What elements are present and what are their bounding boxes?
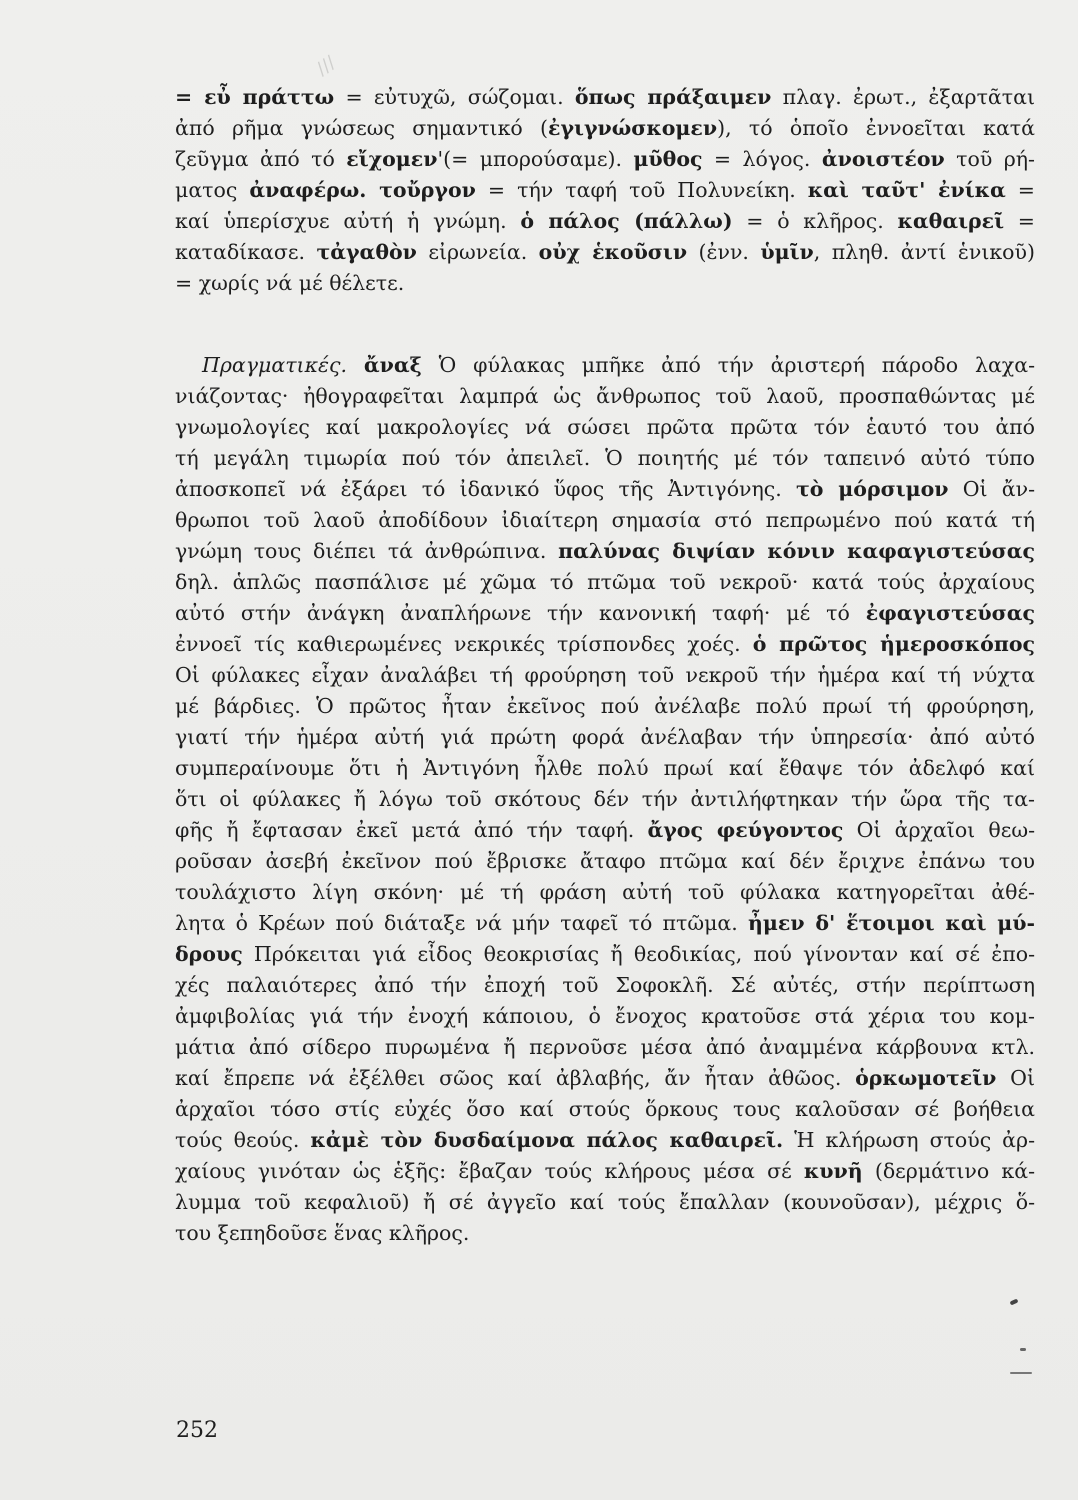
lemma-term: ἦμεν δ' ἕτοιμοι καὶ μύ- xyxy=(747,911,1035,935)
text-run: τή μεγάλη τιμωρία πού τόν ἀπειλεῖ. Ὁ ποιητής μέ τόν ταπεινό αὐτό τύπο xyxy=(175,446,1035,470)
lemma-term: ὑμῖν xyxy=(760,240,814,264)
section-heading: Πραγματικές. xyxy=(202,353,348,377)
lemma-term: οὐχ ἑκοῦσιν xyxy=(538,240,688,264)
text-line xyxy=(175,939,1035,970)
text-run: = xyxy=(1005,178,1035,202)
text-run: καταδίκασε. xyxy=(175,240,317,264)
text-run: (ἐνν. xyxy=(687,240,761,264)
commentary-paragraph-2 xyxy=(175,350,1035,1249)
lemma-term: τὸ μόρσιμον xyxy=(795,477,949,501)
text-line xyxy=(175,1187,1035,1218)
lemma-term: τἀγαθὸν xyxy=(316,240,417,264)
text-run: Πρόκειται γιά εἶδος θεοκρισίας ἤ θεοδικίας, πού γίνονταν καί σέ ἐπο- xyxy=(242,942,1035,966)
text-line xyxy=(175,536,1035,567)
text-run: Οἱ ἄν- xyxy=(948,477,1035,501)
text-run: ζεῦγμα ἀπό τό xyxy=(175,147,347,171)
text-line xyxy=(175,660,1035,691)
text-run: μάτια ἀπό σίδερο πυρωμένα ἤ περνοῦσε μέσα ἀπό ἀναμμένα κάρβουνα κτλ. xyxy=(175,1035,1035,1059)
page-number: 252 xyxy=(176,1418,218,1443)
text-run: ἀπό ρῆμα γνώσεως σημαντικό ( xyxy=(175,116,549,140)
lemma-term: εἴχομεν xyxy=(346,147,438,171)
text-run: λητα ὁ Κρέων πού διάταξε νά μήν ταφεῖ τό πτῶμα. xyxy=(175,911,748,935)
text-line xyxy=(175,815,1035,846)
text-run: τουλάχιστο λίγη σκόνη· μέ τή φράση αὐτή τοῦ φύλακα κατηγορεῖται ἀθέ- xyxy=(175,880,1035,904)
text-line xyxy=(175,1001,1035,1032)
text-run: = τήν ταφή τοῦ Πολυνείκη. xyxy=(475,178,808,202)
lemma-term: ὅπως πράξαιμεν xyxy=(574,85,772,109)
text-line xyxy=(175,877,1035,908)
text-line xyxy=(175,1094,1035,1125)
text-line xyxy=(175,567,1035,598)
text-run: θρωποι τοῦ λαοῦ ἀποδίδουν ἰδιαίτερη σημασία στό πεπρωμένο πού κατά τή xyxy=(175,508,1035,532)
lemma-term: ὁ πάλος (πάλλω) xyxy=(520,209,733,233)
lemma-term: καθαιρεῖ xyxy=(897,209,1005,233)
text-run: φῆς ἤ ἔφτασαν ἐκεῖ μετά ἀπό τήν ταφή. xyxy=(175,818,648,842)
text-run: εἰρωνεία. xyxy=(416,240,539,264)
text-run: = xyxy=(1004,209,1035,233)
text-line xyxy=(175,629,1035,660)
text-run: = χωρίς νά μέ θέλετε. xyxy=(175,271,405,295)
text-run: ματος xyxy=(175,178,250,202)
text-run: ἐννοεῖ τίς καθιερωμένες νεκρικές τρίσπονδες χοές. xyxy=(175,632,753,656)
text-run: Οἱ ἀρχαῖοι θεω- xyxy=(843,818,1035,842)
text-run: ), τό ὁποῖο ἐννοεῖται κατά xyxy=(717,116,1035,140)
text-line xyxy=(175,1156,1035,1187)
text-run: γνώμη τους διέπει τά ἀνθρώπινα. xyxy=(175,539,559,563)
text-run: '(= μπορούσαμε). xyxy=(437,147,634,171)
text-line xyxy=(175,381,1035,412)
lemma-term: ὁρκωμοτεῖν xyxy=(855,1066,997,1090)
lemma-term: ἄγος φεύγοντος xyxy=(647,818,844,842)
text-run xyxy=(347,353,364,377)
text-run: του ξεπηδοῦσε ἕνας κλῆρος. xyxy=(175,1221,470,1245)
commentary-paragraph-1 xyxy=(175,82,1035,299)
lemma-term: = εὖ πράττω xyxy=(175,85,335,109)
text-run: Ὁ φύλακας μπῆκε ἀπό τήν ἀριστερή πάροδο λαχα- xyxy=(421,353,1035,377)
text-line xyxy=(175,175,1035,206)
text-line xyxy=(175,598,1035,629)
text-run: συμπεραίνουμε ὅτι ἡ Ἀντιγόνη ἦλθε πολύ πρωί καί ἔθαψε τόν ἀδελφό καί xyxy=(175,756,1035,780)
text-run: Οἱ xyxy=(996,1066,1035,1090)
text-line xyxy=(175,1032,1035,1063)
text-run: , πληθ. ἀντί ἑνικοῦ) xyxy=(813,240,1035,264)
lemma-term: ἄναξ xyxy=(363,353,422,377)
text-line xyxy=(175,113,1035,144)
text-run: πλαγ. ἐρωτ., ἐξαρτᾶται xyxy=(771,85,1035,109)
faint-pencil-mark: /// xyxy=(312,52,340,80)
text-run: (δερμάτινο κά- xyxy=(862,1159,1035,1183)
text-run: καί ὑπερίσχυε αὐτή ἡ γνώμη. xyxy=(175,209,521,233)
text-line xyxy=(175,268,1035,299)
text-run: Ἡ κλήρωση στούς ἀρ- xyxy=(783,1128,1035,1152)
text-run: = ὁ κλῆρος. xyxy=(732,209,898,233)
lemma-term: δρους xyxy=(175,942,243,966)
text-line xyxy=(175,970,1035,1001)
text-run: = εὐτυχῶ, σώζομαι. xyxy=(334,85,575,109)
text-run: τοῦ ρή- xyxy=(944,147,1035,171)
text-run: γνωμολογίες καί μακρολογίες νά σώσει πρῶτα πρῶτα τόν ἑαυτό του ἀπό xyxy=(175,415,1035,439)
lemma-term: κἀμὲ τὸν δυσδαίμονα πάλος καθαιρεῖ. xyxy=(310,1128,784,1152)
text-line xyxy=(175,1063,1035,1094)
lemma-term: ἐφαγιστεύσας xyxy=(865,601,1035,625)
lemma-term: μῦθος xyxy=(633,147,703,171)
lemma-term: ἀναφέρω. τοὔργον xyxy=(249,178,476,202)
text-line xyxy=(175,206,1035,237)
ink-speck xyxy=(1010,1298,1019,1305)
lemma-term: ὁ πρῶτος ἡμεροσκόπος xyxy=(752,632,1035,656)
text-line xyxy=(175,846,1035,877)
text-run: μέ βάρδιες. Ὁ πρῶτος ἦταν ἐκεῖνος πού ἀνέλαβε πολύ πρωί τή φρούρηση, xyxy=(175,694,1035,718)
text-run: χές παλαιότερες ἀπό τήν ἐποχή τοῦ Σοφοκλῆ. Σέ αὐτές, στήν περίπτωση xyxy=(175,973,1035,997)
text-line xyxy=(175,237,1035,268)
text-run: ἀμφιβολίας γιά τήν ἐνοχή κάποιου, ὁ ἔνοχος κρατοῦσε στά χέρια του κομ- xyxy=(175,1004,1035,1028)
text-line xyxy=(175,1125,1035,1156)
text-run: χαίους γινόταν ὡς ἑξῆς: ἔβαζαν τούς κλήρους μέσα σέ xyxy=(175,1159,804,1183)
lemma-term: παλύνας διψίαν κόνιν καφαγιστεύσας xyxy=(558,539,1035,563)
text-line xyxy=(175,753,1035,784)
lemma-term: ἀνοιστέον xyxy=(821,147,945,171)
text-line xyxy=(175,412,1035,443)
ink-speck xyxy=(1010,1372,1032,1374)
text-run: δηλ. ἁπλῶς πασπάλισε μέ χῶμα τό πτῶμα τοῦ νεκροῦ· κατά τούς ἀρχαίους xyxy=(175,570,1035,594)
text-run: αὐτό στήν ἀνάγκη ἀναπλήρωνε τήν κανονική ταφή· μέ τό xyxy=(175,601,866,625)
text-line xyxy=(175,350,1035,381)
text-run: ἀρχαῖοι τόσο στίς εὐχές ὅσο καί στούς ὅρκους τους καλοῦσαν σέ βοήθεια xyxy=(175,1097,1035,1121)
text-line xyxy=(175,908,1035,939)
text-line xyxy=(175,691,1035,722)
lemma-term: κυνῆ xyxy=(803,1159,863,1183)
lemma-term: καὶ ταῦτ' ἐνίκα xyxy=(807,178,1006,202)
ink-speck xyxy=(1020,1348,1026,1351)
text-line xyxy=(175,443,1035,474)
text-run: ἀποσκοπεῖ νά ἐξάρει τό ἰδανικό ὕφος τῆς Ἀντιγόνης. xyxy=(175,477,796,501)
text-run: λυμμα τοῦ κεφαλιοῦ) ἤ σέ ἀγγεῖο καί τούς ἔπαλλαν (κουνοῦσαν), μέχρις ὅ- xyxy=(175,1190,1035,1214)
text-line xyxy=(175,784,1035,815)
text-line xyxy=(175,144,1035,175)
text-line xyxy=(175,505,1035,536)
text-run: καί ἔπρεπε νά ἐξέλθει σῶος καί ἀβλαβής, ἄν ἦταν ἀθῶος. xyxy=(175,1066,856,1090)
text-run: = λόγος. xyxy=(702,147,822,171)
text-run: ὅτι οἱ φύλακες ἤ λόγω τοῦ σκότους δέν τήν ἀντιλήφτηκαν τήν ὥρα τῆς τα- xyxy=(175,787,1035,811)
text-line xyxy=(175,474,1035,505)
text-line xyxy=(175,722,1035,753)
text-line xyxy=(175,1218,1035,1249)
text-run: νιάζοντας· ἠθογραφεῖται λαμπρά ὡς ἄνθρωπος τοῦ λαοῦ, προσπαθώντας μέ xyxy=(175,384,1035,408)
text-line xyxy=(175,82,1035,113)
lemma-term: ἐγιγνώσκομεν xyxy=(548,116,718,140)
text-run: ροῦσαν ἀσεβή ἐκεῖνον πού ἔβρισκε ἄταφο πτῶμα καί δέν ἔριχνε ἐπάνω του xyxy=(175,849,1035,873)
text-run: γιατί τήν ἡμέρα αὐτή γιά πρώτη φορά ἀνέλαβαν τήν ὑπηρεσία· ἀπό αὐτό xyxy=(175,725,1035,749)
text-run: τούς θεούς. xyxy=(175,1128,311,1152)
text-run: Οἱ φύλακες εἶχαν ἀναλάβει τή φρούρηση τοῦ νεκροῦ τήν ἡμέρα καί τή νύχτα xyxy=(175,663,1035,687)
